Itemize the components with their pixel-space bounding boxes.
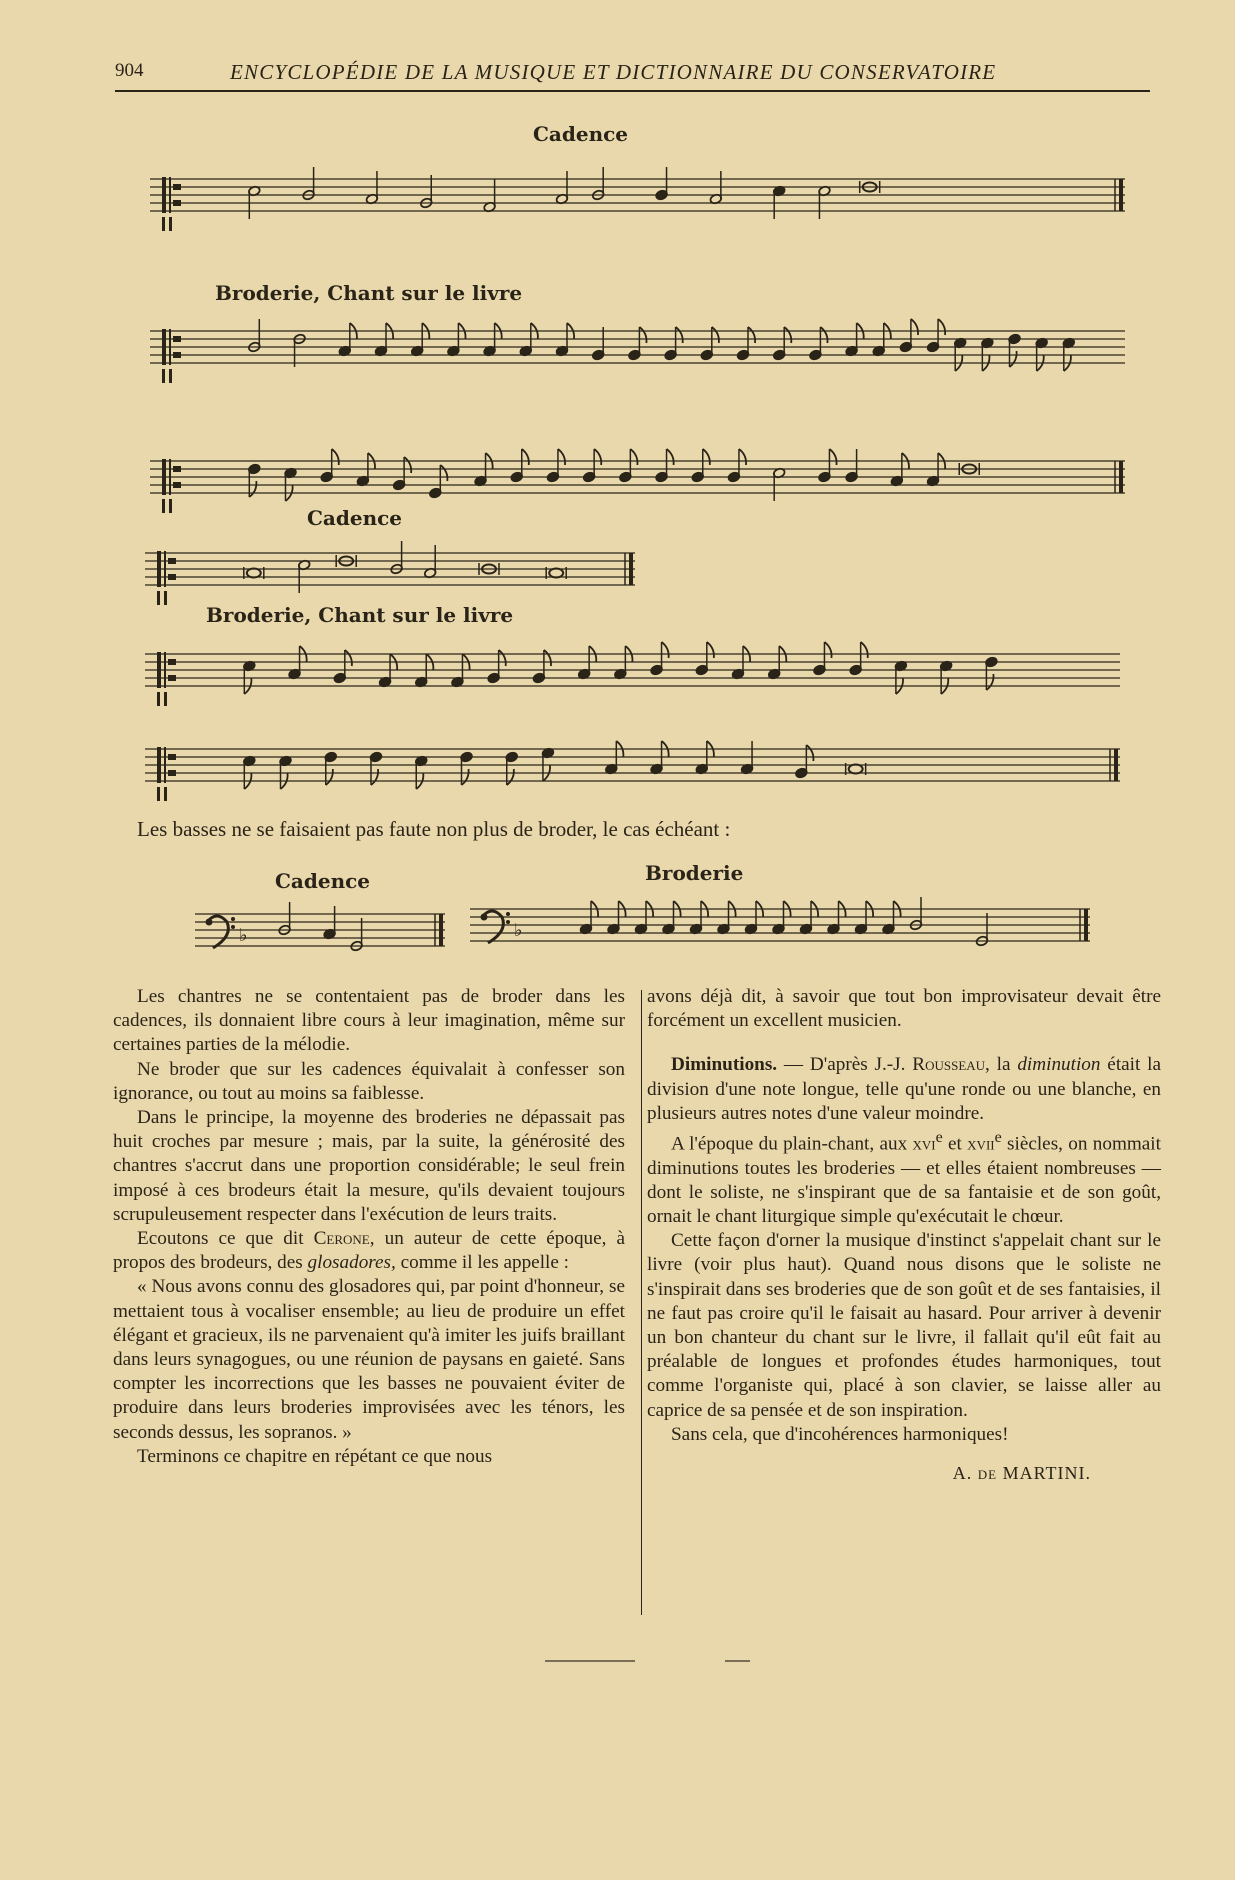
flat-icon: ♭	[239, 925, 248, 946]
note-glyph	[356, 453, 375, 487]
note-glyph	[890, 453, 909, 487]
note-glyph	[298, 559, 311, 593]
running-head: ENCYCLOPÉDIE DE LA MUSIQUE ET DICTIONNAIRE DU CONSERVATOIRE	[230, 60, 997, 84]
note-glyph	[689, 901, 708, 935]
right-column	[647, 985, 1161, 1485]
music-system-broderie-1	[150, 307, 1125, 387]
note-glyph	[248, 185, 261, 219]
note-glyph	[369, 751, 382, 785]
note-glyph	[773, 467, 786, 501]
note-glyph	[607, 901, 626, 935]
note-glyph	[799, 901, 818, 935]
c-clef-icon	[162, 459, 181, 513]
note-glyph	[1062, 337, 1075, 371]
note-glyph	[695, 741, 714, 775]
note-glyph	[772, 901, 791, 935]
note-glyph	[614, 646, 633, 680]
paragraph: Sans cela, que d'incohérences harmoniques!	[671, 1423, 1009, 1445]
cadence-label-3: Cadence	[275, 869, 371, 893]
note-glyph	[505, 751, 518, 785]
paragraph: avons déjà dit, à savoir que tout bon improvisateur devait être forcément un excellent musicien.	[647, 986, 1161, 1032]
left-column	[113, 985, 625, 1469]
note-glyph	[460, 751, 473, 785]
note-glyph	[773, 185, 786, 219]
note-glyph	[731, 646, 750, 680]
header-rule	[115, 90, 1150, 92]
footer-rule	[545, 1660, 635, 1662]
note-glyph	[338, 323, 357, 357]
broderie-label-3: Broderie	[645, 861, 744, 885]
c-clef-icon	[157, 652, 176, 706]
note-glyph	[424, 545, 437, 579]
note-glyph	[279, 755, 292, 789]
note-glyph	[411, 323, 430, 357]
note-glyph	[579, 901, 598, 935]
note-glyph	[717, 901, 736, 935]
note-glyph	[541, 747, 554, 781]
c-clef-icon	[157, 747, 176, 801]
music-system-bass-cadence	[195, 895, 445, 965]
note-glyph	[818, 185, 831, 219]
note-glyph	[741, 741, 754, 775]
footer-rule	[725, 1660, 750, 1662]
quotation: « Nous avons connu des glosadores qui, par point d'honneur, se mettaient tous à vocaliser ensemble; au lieu de produire un effet élégant et gracieux, ils ne parvenaient qu'à imiter les juifs braillant dans leurs synagogues, ou une réunion de paysans en gaieté. Sans compter les incorrections que les basses ne pouvaient éviter de produire dans leurs broderies improvisées avec les ténors, les seconds dessus, les sopranos. »	[113, 1276, 625, 1443]
note-glyph	[882, 901, 901, 935]
broderie-label-1: Broderie, Chant sur le livre	[215, 281, 523, 305]
note-glyph	[474, 453, 493, 487]
note-glyph	[243, 660, 256, 694]
paragraph: Dans le principe, la moyenne des broderies ne dépassait pas huit croches par mesure ; mais, par la suite, la générosité des chantres s'accrut dans une proportion considérable; le seul frein imposé à ces brodeurs était la mesure, qu'ils devaient toujours scrupuleusement respecter dans l'exécution de leurs traits.	[113, 1107, 625, 1225]
note-glyph	[324, 751, 337, 785]
note-glyph	[827, 901, 846, 935]
broderie-label-2: Broderie, Chant sur le livre	[206, 603, 514, 627]
cadence-label-2: Cadence	[307, 506, 403, 530]
paragraph: Ecoutons ce que dit Cerone, un auteur de cette époque, à propos des brodeurs, des glosadores, comme il les appelle :	[113, 1228, 626, 1274]
note-glyph	[451, 654, 470, 688]
bass-clef-icon	[481, 911, 511, 943]
note-glyph	[894, 660, 907, 694]
note-glyph	[605, 741, 624, 775]
note-glyph	[744, 901, 763, 935]
note-glyph	[374, 323, 393, 357]
note-glyph	[483, 323, 502, 357]
note-glyph	[379, 654, 398, 688]
note-glyph	[592, 327, 605, 361]
c-clef-icon	[162, 329, 181, 383]
page-number: 904	[115, 60, 144, 81]
note-glyph	[650, 741, 669, 775]
note-glyph	[854, 901, 873, 935]
note-glyph	[323, 906, 336, 940]
cadence-label-1: Cadence	[533, 122, 629, 146]
note-glyph	[243, 755, 256, 789]
paragraph: Cette façon d'orner la musique d'instinct s'appelait chant sur le livre (voir plus haut). Quand nous disons que le soliste ne s'inspirait dans ses broderies que de son goût et de ses fantaisies, il ne faut pas croire qu'il le faisait au hasard. Pour arriver à devenir un bon chanteur du chant sur le livre, il fallait qu'il eût fait au préalable de longues et profondes études harmoniques, tout comme l'organiste qui, placé à son clavier, se laisse aller au caprice de sa pensée et de son inspiration.	[647, 1230, 1161, 1421]
note-glyph	[985, 656, 998, 690]
music-system-broderie-2-cont	[145, 725, 1120, 805]
note-glyph	[940, 660, 953, 694]
c-clef-icon	[157, 551, 176, 605]
note-glyph	[447, 323, 466, 357]
note-glyph	[415, 654, 434, 688]
note-glyph	[981, 337, 994, 371]
note-glyph	[1035, 337, 1048, 371]
paragraph: Ne broder que sur les cadences équivalait à confesser son ignorance, ou tout au moins sa faiblesse.	[113, 1058, 625, 1104]
note-glyph	[284, 467, 297, 501]
section-title: Diminutions.	[671, 1054, 778, 1076]
note-glyph	[578, 646, 597, 680]
note-glyph	[768, 646, 787, 680]
note-glyph	[872, 323, 891, 357]
music-system-broderie-1-cont	[150, 437, 1125, 517]
paragraph: Terminons ce chapitre en répétant ce que nous	[137, 1445, 493, 1467]
note-glyph	[555, 323, 574, 357]
music-system-broderie-2	[145, 630, 1120, 710]
note-glyph	[662, 901, 681, 935]
column-rule	[641, 990, 642, 1615]
note-glyph	[365, 171, 378, 205]
note-glyph	[845, 323, 864, 357]
note-glyph	[519, 323, 538, 357]
note-glyph	[555, 171, 568, 205]
basses-intro: Les basses ne se faisaient pas faute non plus de broder, le cas échéant :	[137, 817, 731, 841]
c-clef-icon	[162, 177, 181, 231]
note-glyph	[709, 171, 722, 205]
music-system-cadence-1	[150, 155, 1125, 235]
paragraph: Les chantres ne se contentaient pas de broder dans les cadences, ils donnaient libre cours à leur imagination, même sur certaines parties de la mélodie.	[113, 986, 625, 1056]
signature: A. de MARTINI.	[952, 1463, 1091, 1484]
music-system-bass-broderie	[470, 890, 1090, 960]
note-glyph	[483, 179, 496, 213]
note-glyph	[1008, 333, 1021, 367]
note-glyph	[248, 463, 261, 497]
flat-icon: ♭	[514, 920, 523, 941]
note-glyph	[927, 453, 946, 487]
note-glyph	[655, 167, 668, 201]
note-glyph	[288, 646, 307, 680]
paragraph: A l'époque du plain-chant, aux xvi$^e$ et xvii$^e$ siècles, on nommait diminutions toutes les broderies — et elles étaient nombreuses — dont le soliste, ne s'inspirant que de sa fantaisie et de son goût, ornait le chant liturgique simple qu'exécutait le chœur.	[647, 1129, 1161, 1228]
note-glyph	[845, 449, 858, 483]
diminutions-paragraph: Diminutions. — D'après J.-J. Rousseau, la diminution était la division d'une note longue, telle qu'une ronde ou une blanche, en plusieurs autres notes d'une valeur moindre.	[647, 1054, 1161, 1124]
note-glyph	[415, 755, 428, 789]
author-name: Cerone	[313, 1228, 370, 1250]
bass-clef-icon	[206, 916, 236, 948]
note-glyph	[954, 337, 967, 371]
note-glyph	[634, 901, 653, 935]
music-system-cadence-2	[145, 534, 635, 604]
